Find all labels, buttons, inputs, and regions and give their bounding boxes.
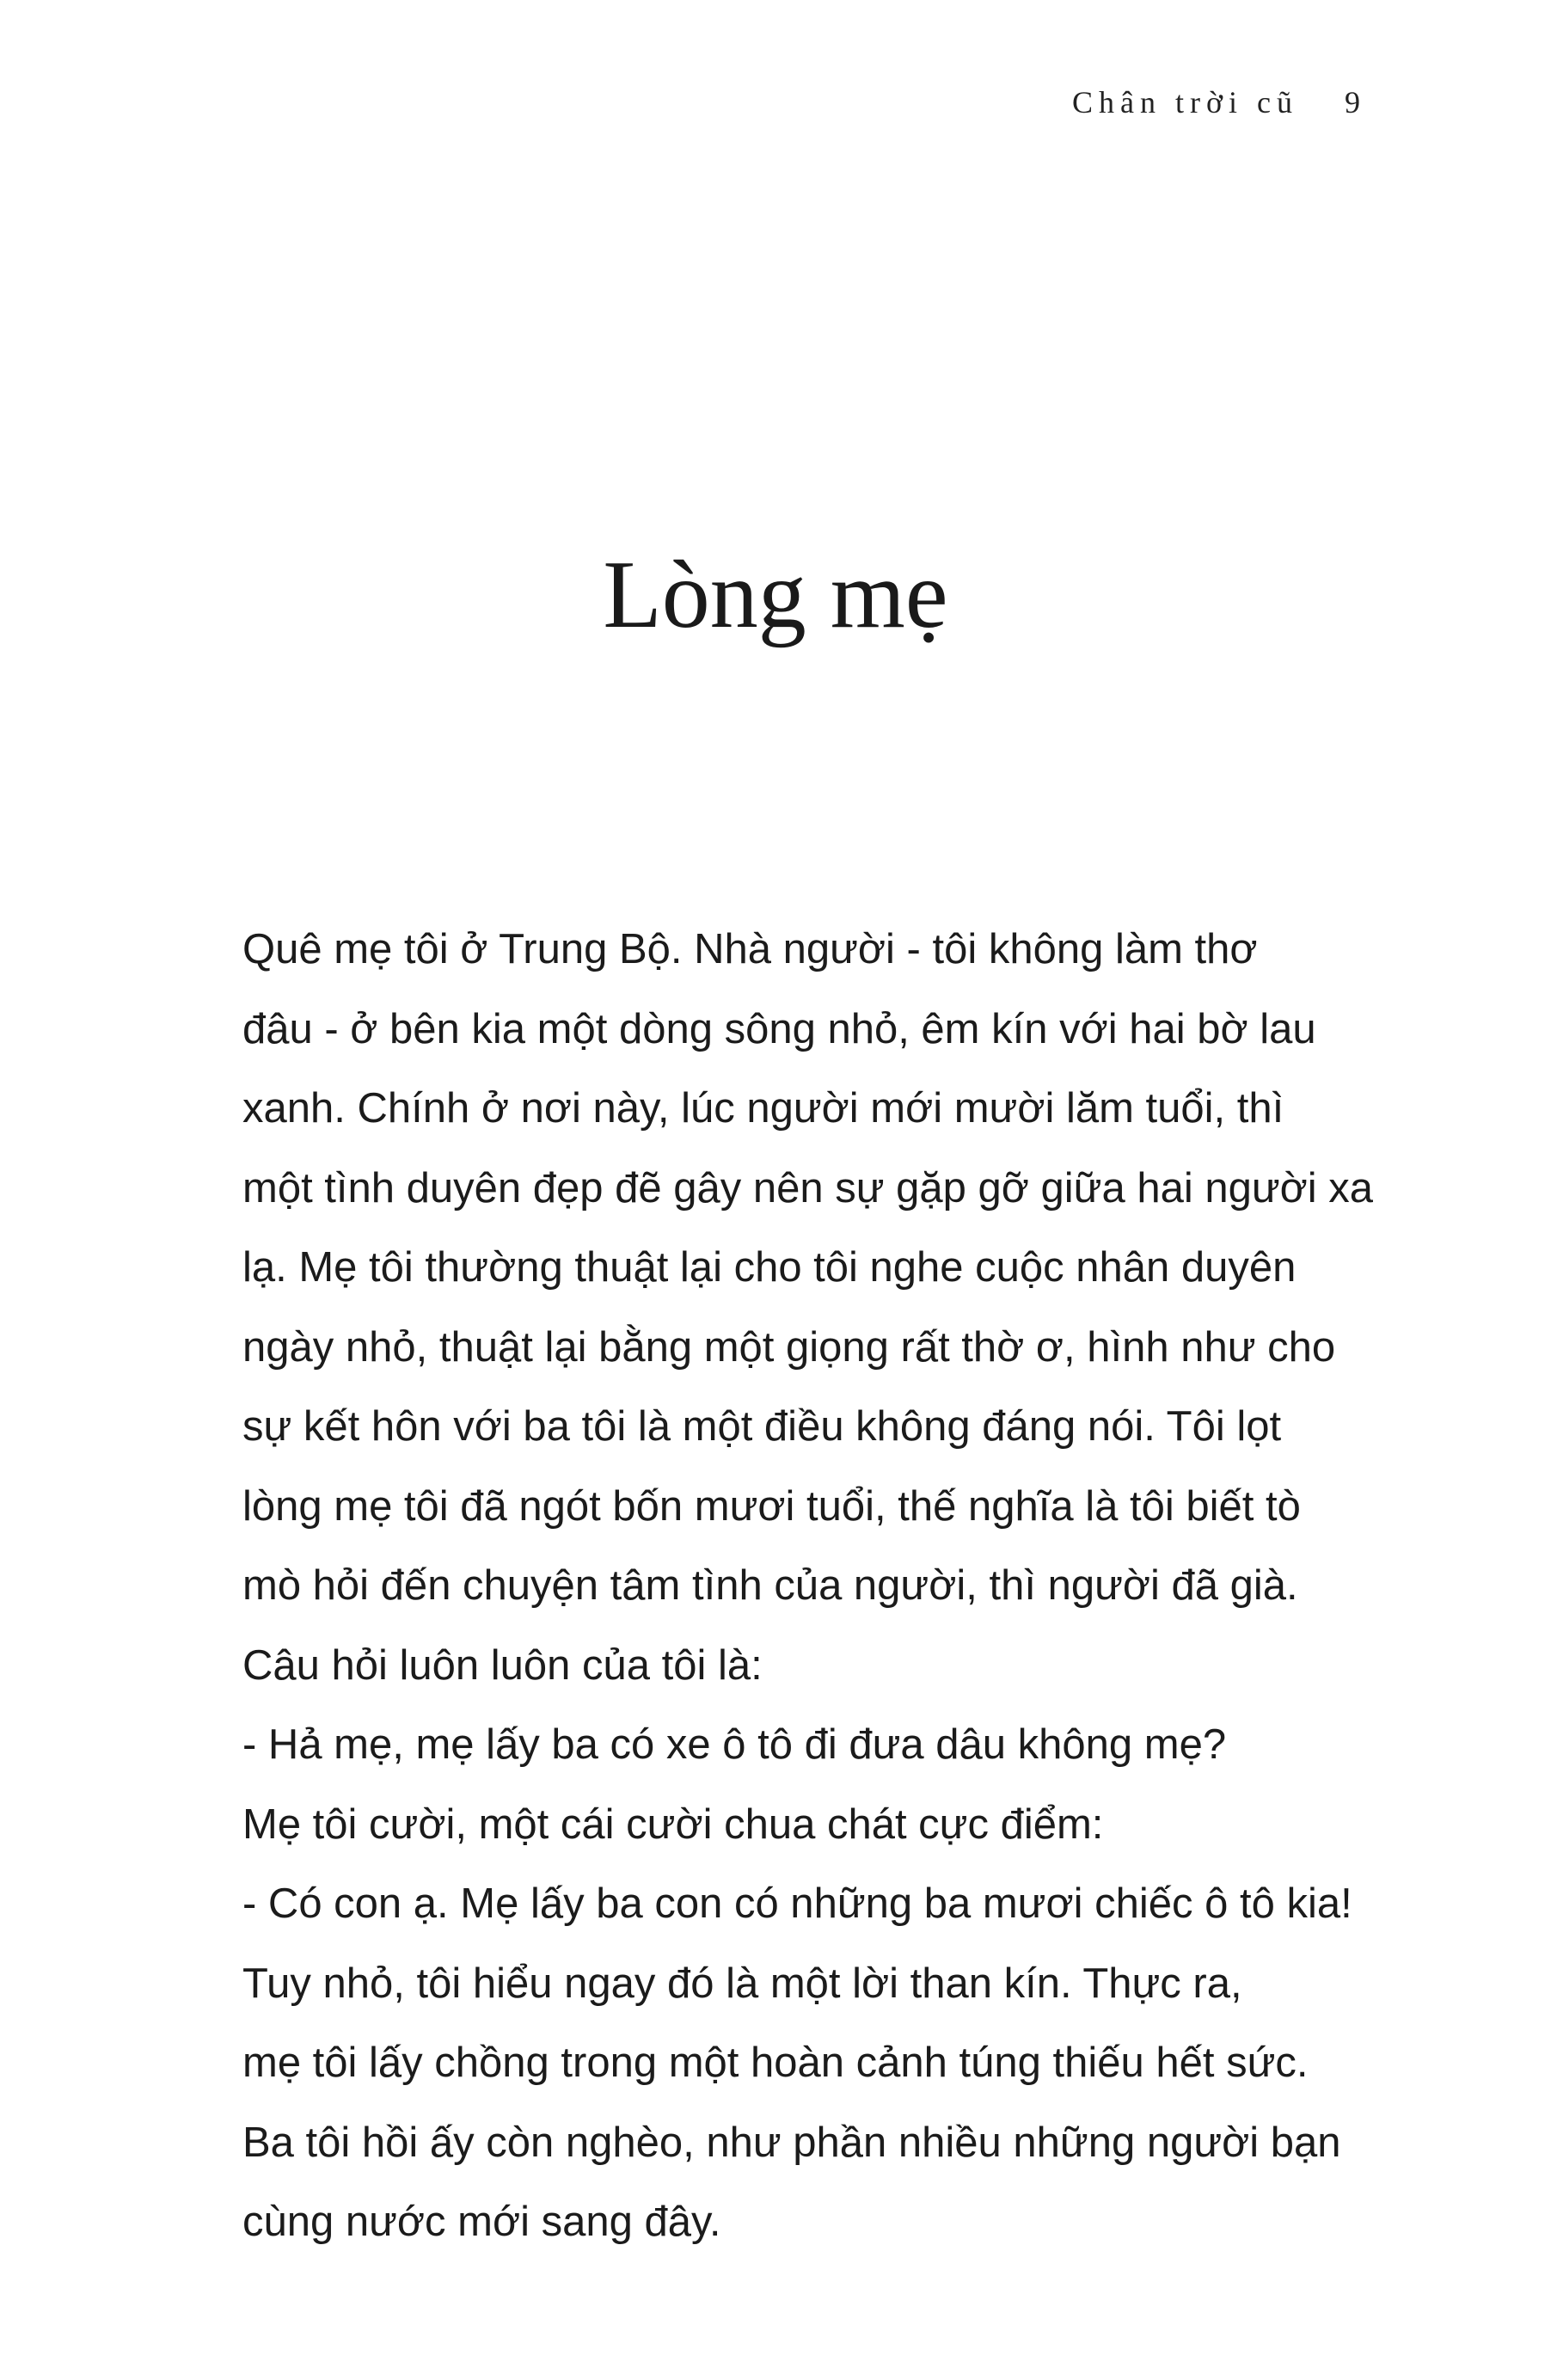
text-line: xanh. Chính ở nơi này, lúc người mới mười lăm tuổi, thì [242,1085,1284,1132]
running-header [1072,84,1360,120]
paragraph-closing [242,1944,1364,2262]
body-text [242,910,1374,2262]
text-line: ngày nhỏ, thuật lại bằng một giọng rất thờ ơ, hình như cho [242,1323,1336,1371]
text-line: - Hả mẹ, mẹ lấy ba có xe ô tô đi đưa dâu không mẹ? [242,1721,1227,1768]
text-line: Quê mẹ tôi ở Trung Bộ. Nhà người - tôi không làm thơ [242,926,1258,972]
text-line: một tình duyên đẹp đẽ gây nên sự gặp gỡ giữa hai người xa [242,1164,1374,1211]
running-head-title: Chân trời cũ [1072,85,1298,120]
paragraph-opening [242,910,1374,1705]
text-line: - Có con ạ. Mẹ lấy ba con có những ba mươi chiếc ô tô kia! [242,1880,1352,1927]
dialogue-answer [242,1864,1364,1944]
chapter-title: Lòng mẹ [603,542,948,648]
text-line: sự kết hôn với ba tôi là một điều không đáng nói. Tôi lọt [242,1403,1282,1450]
text-line: mò hỏi đến chuyện tâm tình của người, thì người đã già. [242,1562,1298,1609]
paragraph-narration [242,1785,1364,1865]
text-line: Câu hỏi luôn luôn của tôi là: [242,1641,763,1689]
text-line: Mẹ tôi cười, một cái cười chua chát cực điểm: [242,1800,1104,1848]
text-line: lòng mẹ tôi đã ngót bốn mươi tuổi, thế nghĩa là tôi biết tò [242,1482,1301,1530]
text-line: lạ. Mẹ tôi thường thuật lại cho tôi nghe cuộc nhân duyên [242,1244,1297,1291]
text-line: Tuy nhỏ, tôi hiểu ngay đó là một lời than kín. Thực ra, [242,1960,1242,2007]
text-line: đâu - ở bên kia một dòng sông nhỏ, êm kín với hai bờ lau [242,1005,1316,1052]
dialogue-question [242,1705,1364,1785]
page-number: 9 [1345,85,1360,120]
text-line: cùng nước mới sang đây. [242,2199,721,2245]
text-line: Ba tôi hồi ấy còn nghèo, như phần nhiều những người bạn [242,2119,1341,2166]
text-line: mẹ tôi lấy chồng trong một hoàn cảnh túng thiếu hết sức. [242,2040,1309,2086]
